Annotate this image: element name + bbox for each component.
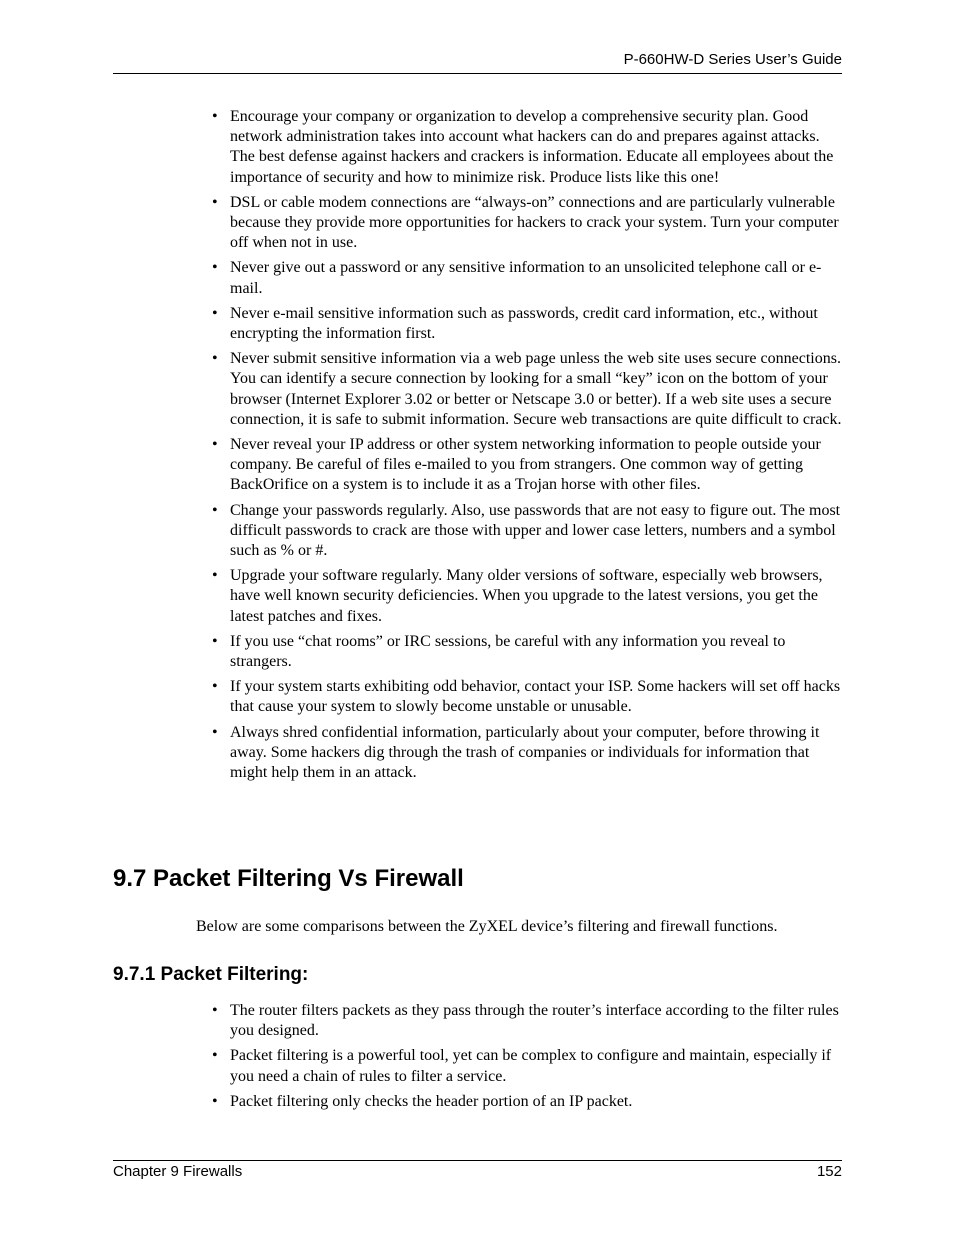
section-heading: 9.7 Packet Filtering Vs Firewall: [113, 865, 464, 892]
list-item: • Never submit sensitive information via a web page unless the web site uses secure connections. You can identify a secure connection by looking for a small “key” icon on the bottom of your browser (Internet Explorer 3.02 or better or Netscape 3.0 or better). If a web site uses a secure connection, it is safe to submit information. Secure web transactions are quite difficult to crack.: [212, 349, 842, 430]
guide-title: P-660HW-D Series User’s Guide: [623, 51, 842, 68]
list-item: • If you use “chat rooms” or IRC sessions, be careful with any information you reveal to strangers.: [212, 632, 842, 672]
list-item: • The router filters packets as they pass through the router’s interface according to the filter rules you designed.: [212, 1001, 842, 1041]
page-header: [113, 50, 842, 74]
list-item: • Packet filtering is a powerful tool, yet can be complex to configure and maintain, especially if you need a chain of rules to filter a service.: [212, 1046, 842, 1086]
list-item: • Never reveal your IP address or other system networking information to people outside your company. Be careful of files e-mailed to you from strangers. One common way of getting BackOrifice on a system is to include it as a Trojan horse with other files.: [212, 435, 842, 496]
list-item: • If your system starts exhibiting odd behavior, contact your ISP. Some hackers will set off hacks that cause your system to slowly become unstable or unusable.: [212, 677, 842, 717]
list-item: • Encourage your company or organization to develop a comprehensive security plan. Good network administration takes into account what hackers can do and prepares against attacks. The best defense against hackers and crackers is information. Educate all employees about the importance of security and how to minimize risk. Produce lists like this one!: [212, 107, 842, 188]
page-footer: [113, 1160, 842, 1182]
chapter-label: Chapter 9 Firewalls: [113, 1163, 243, 1180]
list-item: • Never e-mail sensitive information such as passwords, credit card information, etc., without encrypting the information first.: [212, 304, 842, 344]
list-item: • Change your passwords regularly. Also, use passwords that are not easy to figure out. The most difficult passwords to crack are those with upper and lower case letters, numbers and a symbol such as % or #.: [212, 501, 842, 562]
subsection-heading: 9.7.1 Packet Filtering:: [113, 964, 309, 985]
page-number: 152: [816, 1163, 842, 1180]
security-tips-list: [212, 107, 842, 788]
list-item: • Packet filtering only checks the header portion of an IP packet.: [212, 1092, 842, 1112]
list-item: • DSL or cable modem connections are “always-on” connections and are particularly vulnerable because they provide more opportunities for hackers to crack your system. Turn your computer off when not in use.: [212, 193, 842, 254]
list-item: • Upgrade your software regularly. Many older versions of software, especially web browsers, have well known security deficiencies. When you upgrade to the latest versions, you get the latest patches and fixes.: [212, 566, 842, 627]
packet-filtering-list: [212, 1001, 842, 1117]
section-intro: Below are some comparisons between the ZyXEL device’s filtering and firewall functions.: [196, 918, 778, 935]
list-item: • Never give out a password or any sensitive information to an unsolicited telephone call or e-mail.: [212, 258, 842, 298]
list-item: • Always shred confidential information, particularly about your computer, before throwing it away. Some hackers dig through the trash of companies or individuals for information that might help them in an attack.: [212, 723, 842, 784]
